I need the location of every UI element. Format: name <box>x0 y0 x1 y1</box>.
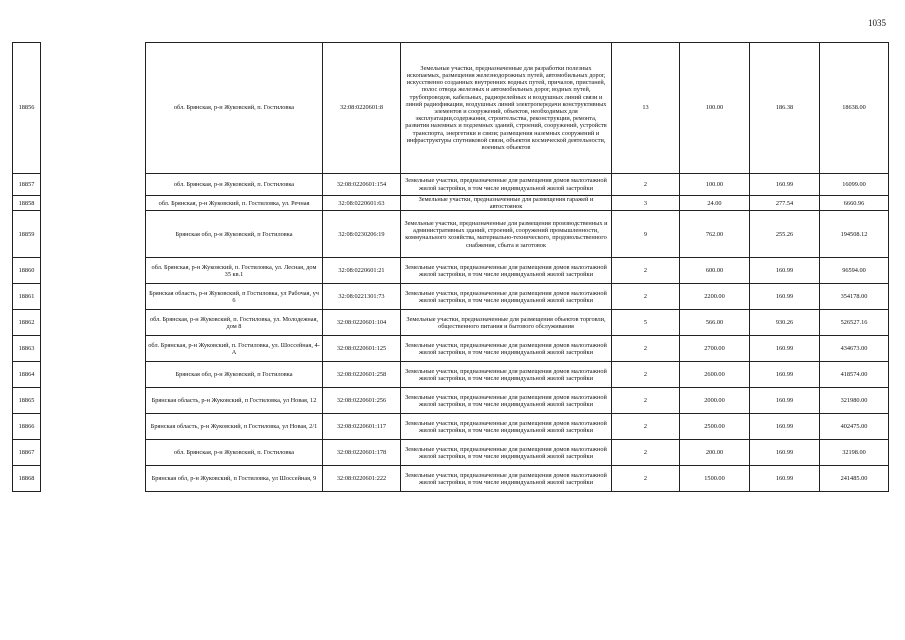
cadastral-number-cell: 32:08:0220601:222 <box>323 466 401 492</box>
land-use-purpose-cell: Земельные участки, предназначенные для размещения домов малоэтажной жилой застройки, в том числе индивидуальной жилой застройки <box>401 174 612 196</box>
table-row <box>13 211 889 258</box>
cadastral-number-cell: 32:08:0220601:21 <box>323 258 401 284</box>
cadastral-value-cell: 321980.00 <box>820 388 889 414</box>
area-cell: 1500.00 <box>680 466 750 492</box>
usage-group-cell: 2 <box>612 466 680 492</box>
table-row <box>13 440 889 466</box>
row-number: 18867 <box>13 440 41 466</box>
cadastral-value-cell: 6660.96 <box>820 196 889 211</box>
specific-value-cell: 160.99 <box>750 414 820 440</box>
spacer-cell <box>41 310 146 336</box>
spacer-cell <box>41 43 146 174</box>
area-cell: 2000.00 <box>680 388 750 414</box>
specific-value-cell: 160.99 <box>750 336 820 362</box>
row-number: 18858 <box>13 196 41 211</box>
address-cell: обл. Брянская, р-н Жуковский, п. Гостиловка, ул. Шоссейная, 4-А <box>146 336 323 362</box>
usage-group-cell: 2 <box>612 174 680 196</box>
specific-value-cell: 277.54 <box>750 196 820 211</box>
usage-group-cell: 9 <box>612 211 680 258</box>
usage-group-cell: 2 <box>612 284 680 310</box>
usage-group-cell: 2 <box>612 440 680 466</box>
row-number: 18857 <box>13 174 41 196</box>
table-row <box>13 388 889 414</box>
row-number: 18862 <box>13 310 41 336</box>
spacer-cell <box>41 174 146 196</box>
land-use-purpose-cell: Земельные участки, предназначенные для размещения домов малоэтажной жилой застройки, в том числе индивидуальной жилой застройки <box>401 336 612 362</box>
table-row <box>13 43 889 174</box>
land-use-purpose-cell: Земельные участки, предназначенные для размещения домов малоэтажной жилой застройки, в том числе индивидуальной жилой застройки <box>401 466 612 492</box>
table-row <box>13 466 889 492</box>
cadastral-value-cell: 402475.00 <box>820 414 889 440</box>
spacer-cell <box>41 362 146 388</box>
land-use-purpose-cell: Земельные участки, предназначенные для размещения домов малоэтажной жилой застройки, в том числе индивидуальной жилой застройки <box>401 284 612 310</box>
spacer-cell <box>41 388 146 414</box>
spacer-cell <box>41 466 146 492</box>
specific-value-cell: 160.99 <box>750 466 820 492</box>
address-cell: обл. Брянская, р-н Жуковский, п. Гостиловка <box>146 174 323 196</box>
area-cell: 2700.00 <box>680 336 750 362</box>
row-number: 18866 <box>13 414 41 440</box>
area-cell: 600.00 <box>680 258 750 284</box>
specific-value-cell: 160.99 <box>750 440 820 466</box>
usage-group-cell: 5 <box>612 310 680 336</box>
row-number: 18859 <box>13 211 41 258</box>
table-row <box>13 414 889 440</box>
area-cell: 200.00 <box>680 440 750 466</box>
specific-value-cell: 160.99 <box>750 388 820 414</box>
land-use-purpose-cell: Земельные участки, предназначенные для размещения домов малоэтажной жилой застройки, в том числе индивидуальной жилой застройки <box>401 362 612 388</box>
cadastral-number-cell: 32:08:0220601:104 <box>323 310 401 336</box>
usage-group-cell: 2 <box>612 258 680 284</box>
land-registry-table <box>12 42 889 492</box>
address-cell: Брянская область, р-н Жуковский, п Гостиловка, ул Рабочая, уч 6 <box>146 284 323 310</box>
spacer-cell <box>41 196 146 211</box>
row-number: 18860 <box>13 258 41 284</box>
cadastral-number-cell: 32:08:0220601:8 <box>323 43 401 174</box>
cadastral-value-cell: 354178.00 <box>820 284 889 310</box>
cadastral-value-cell: 526527.16 <box>820 310 889 336</box>
cadastral-value-cell: 96594.00 <box>820 258 889 284</box>
area-cell: 24.00 <box>680 196 750 211</box>
address-cell: Брянская обл, р-н Жуковский, п Гостиловка, ул Шоссейная, 9 <box>146 466 323 492</box>
land-use-purpose-cell: Земельные участки, предназначенные для разработки полезных ископаемых, размещения железнодорожных путей, автомобильных дорог, искусственно созданных внутренних водных путей, причалов, пристаней, полос отвода железных и автомобильных дорог, водных путей, трубопроводов, кабельных, радиорелейных и воздушных линий связи и линий радиофикации, воздушных линий электропередачи конструктивных элементов и сооружений, объектов, необходимых для эксплуатации,содержания, строительства, реконструкции, ремонта, развития наземных и подземных зданий, строений, сооружений, устройств транспорта, энергетики и связи; размещения наземных сооружений и инфраструктуры спутниковой связи, объектов космической деятельности, военных объектов <box>401 43 612 174</box>
spacer-cell <box>41 258 146 284</box>
land-use-purpose-cell: Земельные участки, предназначенные для размещения объектов торговли, общественного питания и бытового обслуживания <box>401 310 612 336</box>
cadastral-number-cell: 32:08:0220601:178 <box>323 440 401 466</box>
land-use-purpose-cell: Земельные участки, предназначенные для размещения домов малоэтажной жилой застройки, в том числе индивидуальной жилой застройки <box>401 440 612 466</box>
address-cell: Брянская обл, р-н Жуковский, п Гостиловка <box>146 362 323 388</box>
usage-group-cell: 2 <box>612 336 680 362</box>
area-cell: 100.00 <box>680 43 750 174</box>
cadastral-number-cell: 32:08:0220601:117 <box>323 414 401 440</box>
table-row <box>13 284 889 310</box>
cadastral-number-cell: 32:08:0220601:63 <box>323 196 401 211</box>
cadastral-value-cell: 434673.00 <box>820 336 889 362</box>
specific-value-cell: 160.99 <box>750 362 820 388</box>
spacer-cell <box>41 440 146 466</box>
specific-value-cell: 160.99 <box>750 174 820 196</box>
address-cell: обл. Брянская, р-н Жуковский, п. Гостиловка <box>146 43 323 174</box>
area-cell: 2600.00 <box>680 362 750 388</box>
address-cell: обл. Брянская, р-н Жуковский, п. Гостиловка, ул. Молодежная, дом 8 <box>146 310 323 336</box>
cadastral-number-cell: 32:08:0220601:258 <box>323 362 401 388</box>
spacer-cell <box>41 336 146 362</box>
land-use-purpose-cell: Земельные участки, предназначенные для размещения гаражей и автостоянок <box>401 196 612 211</box>
table-row <box>13 258 889 284</box>
cadastral-value-cell: 32198.00 <box>820 440 889 466</box>
usage-group-cell: 2 <box>612 362 680 388</box>
land-use-purpose-cell: Земельные участки, предназначенные для размещения производственных и административных зданий, строений, сооружений промышленности, коммунального хозяйства, материально-технического, продовольственного снабжения, сбыта и заготовок <box>401 211 612 258</box>
spacer-cell <box>41 284 146 310</box>
address-cell: Брянская область, р-н Жуковский, п Гостиловка, ул Новая, 2/1 <box>146 414 323 440</box>
area-cell: 762.00 <box>680 211 750 258</box>
usage-group-cell: 2 <box>612 414 680 440</box>
page-number: 1035 <box>868 18 886 28</box>
row-number: 18861 <box>13 284 41 310</box>
area-cell: 100.00 <box>680 174 750 196</box>
table-row <box>13 362 889 388</box>
cadastral-number-cell: 32:08:0221301:73 <box>323 284 401 310</box>
cadastral-number-cell: 32:08:0220601:125 <box>323 336 401 362</box>
table-body <box>13 43 889 492</box>
cadastral-value-cell: 241485.00 <box>820 466 889 492</box>
spacer-cell <box>41 414 146 440</box>
row-number: 18868 <box>13 466 41 492</box>
cadastral-value-cell: 418574.00 <box>820 362 889 388</box>
area-cell: 566.00 <box>680 310 750 336</box>
table-row <box>13 196 889 211</box>
specific-value-cell: 160.99 <box>750 258 820 284</box>
address-cell: обл. Брянская, р-н Жуковский, п. Гостиловка <box>146 440 323 466</box>
usage-group-cell: 2 <box>612 388 680 414</box>
table-row <box>13 310 889 336</box>
cadastral-value-cell: 194508.12 <box>820 211 889 258</box>
specific-value-cell: 255.26 <box>750 211 820 258</box>
land-use-purpose-cell: Земельные участки, предназначенные для размещения домов малоэтажной жилой застройки, в том числе индивидуальной жилой застройки <box>401 414 612 440</box>
specific-value-cell: 160.99 <box>750 284 820 310</box>
table-row <box>13 336 889 362</box>
address-cell: Брянская обл, р-н Жуковский, п Гостиловка <box>146 211 323 258</box>
land-use-purpose-cell: Земельные участки, предназначенные для размещения домов малоэтажной жилой застройки, в том числе индивидуальной жилой застройки <box>401 258 612 284</box>
spacer-cell <box>41 211 146 258</box>
cadastral-number-cell: 32:08:0230206:19 <box>323 211 401 258</box>
cadastral-number-cell: 32:08:0220601:256 <box>323 388 401 414</box>
row-number: 18864 <box>13 362 41 388</box>
row-number: 18863 <box>13 336 41 362</box>
address-cell: обл. Брянская, р-н Жуковский, п. Гостиловка, ул. Речная <box>146 196 323 211</box>
usage-group-cell: 3 <box>612 196 680 211</box>
land-use-purpose-cell: Земельные участки, предназначенные для размещения домов малоэтажной жилой застройки, в том числе индивидуальной жилой застройки <box>401 388 612 414</box>
cadastral-value-cell: 18638.00 <box>820 43 889 174</box>
table-row <box>13 174 889 196</box>
specific-value-cell: 930.26 <box>750 310 820 336</box>
row-number: 18865 <box>13 388 41 414</box>
cadastral-value-cell: 16099.00 <box>820 174 889 196</box>
specific-value-cell: 186.38 <box>750 43 820 174</box>
area-cell: 2200.00 <box>680 284 750 310</box>
usage-group-cell: 13 <box>612 43 680 174</box>
area-cell: 2500.00 <box>680 414 750 440</box>
address-cell: Брянская область, р-н Жуковский, п Гостиловка, ул Новая, 12 <box>146 388 323 414</box>
row-number: 18856 <box>13 43 41 174</box>
cadastral-number-cell: 32:08:0220601:154 <box>323 174 401 196</box>
address-cell: обл. Брянская, р-н Жуковский, п. Гостиловка, ул. Лесная, дом 35 кв.1 <box>146 258 323 284</box>
